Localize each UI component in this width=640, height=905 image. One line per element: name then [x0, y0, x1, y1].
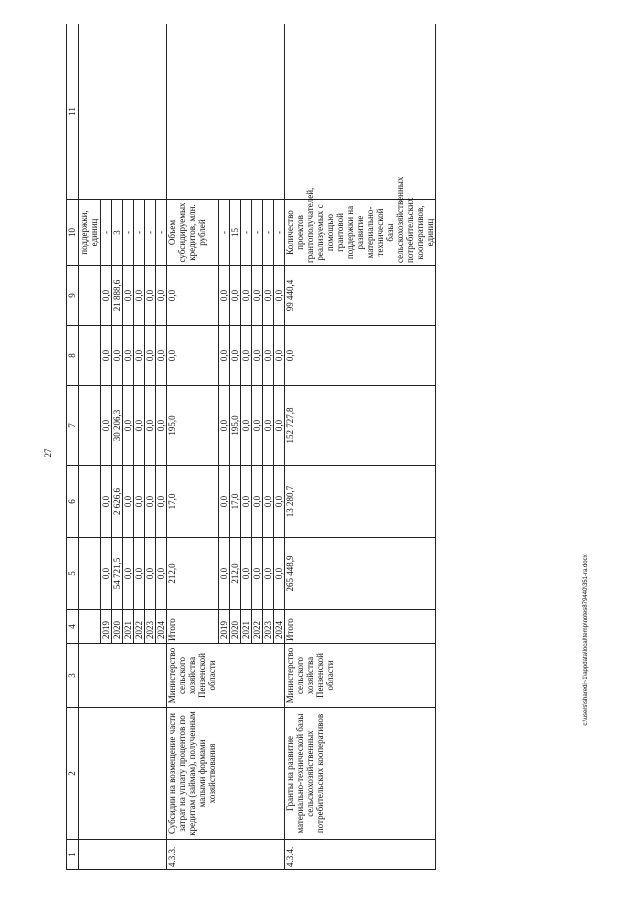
col-num-2: 2 — [67, 708, 79, 840]
executor-cell: Министерство сельского хозяйства Пензенской области — [285, 644, 436, 708]
table-row: 4.3.3. Субсидии на возмещение части затрат на уплату процентов по кредитам (займам), полученным малыми формами хозяйствования Министерство сельского хозяйства Пензенской области Итого 212,0 17,0 195,0 0,0 0,0 Объем субсидируемых кредитов, млн. рублей — [167, 24, 219, 870]
table-viewport — [66, 24, 571, 870]
program-table — [66, 24, 436, 870]
rotated-page — [66, 24, 571, 870]
measure-title: Гранты на развитие материально-технической базы сельскохозяйственных потребительских кооперативов — [285, 708, 436, 840]
table-row: 2024 0,0 0,0 0,0 0,0 0,0 - — [156, 24, 167, 870]
table-row: 2019 0,0 0,0 0,0 0,0 0,0 - — [101, 24, 112, 870]
table-row: 2021 0,0 0,0 0,0 0,0 0,0 - — [241, 24, 252, 870]
column-number-row — [67, 24, 79, 870]
indicator-cell: Объем субсидируемых кредитов, млн. рублей — [167, 200, 219, 266]
page-number: 27 — [43, 448, 53, 458]
measure-title: Субсидии на возмещение части затрат на уплату процентов по кредитам (займам), полученным малыми формами хозяйствования — [167, 708, 285, 840]
indicator-cell: поддержки, единиц — [79, 200, 101, 266]
col-num-7: 7 — [67, 386, 79, 466]
col-num-5: 5 — [67, 538, 79, 610]
table-row: 2022 0,0 0,0 0,0 0,0 0,0 - — [134, 24, 145, 870]
col-num-6: 6 — [67, 466, 79, 538]
col-num-10: 10 — [67, 200, 79, 266]
table-row: 4.3.4. Гранты на развитие материально-технической базы сельскохозяйственных потребительских кооперативов Министерство сельского хозяйства Пензенской области Итого 265 448,9 13 280,7 152 727,8 0,0 99 440,4 Количество проектов грантополучателей, реализуемых с помощью грантовой поддержки на развитие материально-технической базы сельскохозяйственных потребительских кооперативов, единиц — [285, 24, 436, 870]
table-row: 2024 0,0 0,0 0,0 0,0 0,0 - — [274, 24, 285, 870]
executor-cell: Министерство сельского хозяйства Пензенской области — [167, 644, 285, 708]
col-num-1: 1 — [67, 840, 79, 870]
col-num-11: 11 — [67, 24, 79, 200]
col-num-4: 4 — [67, 610, 79, 644]
table-row: 2022 0,0 0,0 0,0 0,0 0,0 - — [252, 24, 263, 870]
col-num-9: 9 — [67, 266, 79, 326]
table-row: 2020 54 721,5 2 626,6 30 206,3 0,0 21 888,6 3 — [112, 24, 123, 870]
table-row: 2023 0,0 0,0 0,0 0,0 0,0 - — [263, 24, 274, 870]
indicator-cell: Количество проектов грантополучателей, реализуемых с помощью грантовой поддержки на развитие материально-технической базы сельскохозяйственных потребительских кооперативов, единиц — [285, 200, 436, 266]
table-row — [79, 24, 101, 870]
row-number: 4.3.4. — [285, 840, 436, 870]
col-num-8: 8 — [67, 326, 79, 386]
table-row: 2023 0,0 0,0 0,0 0,0 0,0 - — [145, 24, 156, 870]
row-number: 4.3.3. — [167, 840, 285, 870]
table-row: 2021 0,0 0,0 0,0 0,0 0,0 - — [123, 24, 134, 870]
col-num-3: 3 — [67, 644, 79, 708]
table-row: 2019 0,0 0,0 0,0 0,0 0,0 - — [219, 24, 230, 870]
table-row: 2020 212,0 17,0 195,0 0,0 0,0 15 — [230, 24, 241, 870]
footer-path-text: c:\users\sharedi~1\appdata\local\temp\notes879440\351-ra.docx — [583, 554, 589, 726]
